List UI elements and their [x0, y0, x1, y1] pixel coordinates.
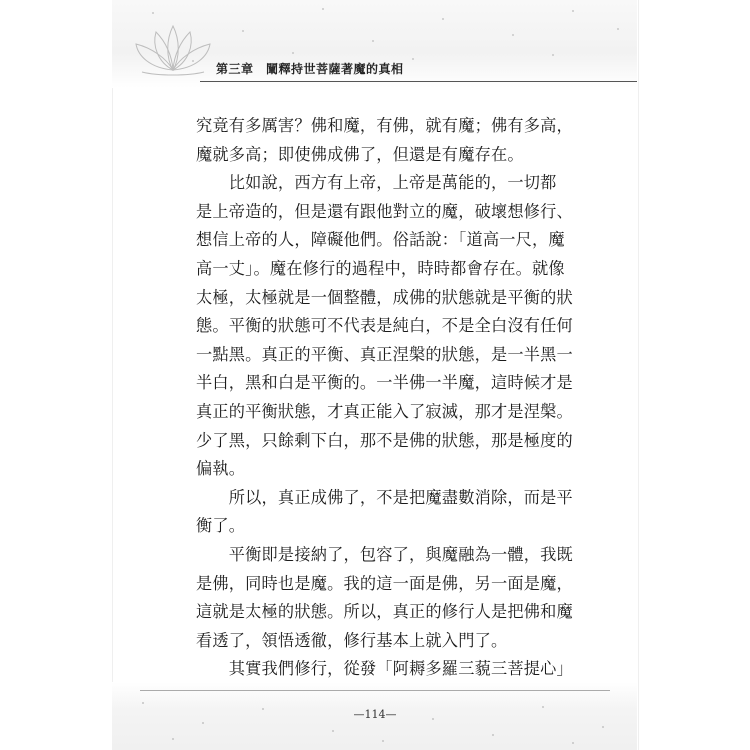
footer-rule — [140, 690, 610, 691]
text-line: 一點黑。真正的平衡、真正涅槃的狀態，是一半黑一 — [196, 344, 573, 364]
text-line: 態。平衡的狀態可不代表是純白，不是全白沒有任何 — [196, 316, 573, 336]
text-line: 衡了。 — [196, 516, 246, 536]
text-line: 半白，黑和白是平衡的。一半佛一半魔，這時候才是 — [196, 373, 573, 393]
text-line: 想信上帝的人，障礙他們。俗話說：「道高一尺，魔 — [196, 230, 565, 250]
text-line: 所以，真正成佛了，不是把魔盡數消除，而是平 — [196, 487, 573, 507]
text-line: 真正的平衡狀態，才真正能入了寂滅，那才是涅槃。 — [196, 401, 573, 421]
chapter-title: 第三章 闡釋持世菩薩著魔的真相 — [216, 62, 404, 76]
text-line: 究竟有多厲害？佛和魔，有佛，就有魔；佛有多高， — [196, 116, 573, 135]
text-line: 魔就多高；即使佛成佛了，但還是有魔存在。 — [196, 144, 524, 164]
text-line: 這就是太極的狀態。所以，真正的修行人是把佛和魔 — [196, 602, 573, 622]
text-line: 比如說，西方有上帝，上帝是萬能的，一切都 — [196, 173, 557, 193]
text-line: 偏執。 — [196, 459, 246, 479]
page-number: —114— — [353, 708, 397, 721]
text-line: 是上帝造的，但是還有跟他對立的魔，破壞想修行、 — [196, 201, 573, 221]
text-line: 少了黑，只餘剩下白，那不是佛的狀態，那是極度的 — [196, 430, 573, 450]
text-line: 是佛，同時也是魔。我的這一面是佛，另一面是魔， — [196, 573, 573, 593]
body-text — [196, 112, 576, 712]
text-line: 平衡即是接納了，包容了，與魔融為一體，我既 — [196, 544, 573, 564]
text-line: 高一丈」。魔在修行的過程中，時時都會存在。就像 — [196, 258, 565, 278]
header-rule — [200, 81, 637, 82]
lotus-icon — [128, 18, 218, 78]
text-line: 看透了，領悟透徹，修行基本上就入門了。 — [196, 630, 508, 650]
text-line: 太極，太極就是一個整體，成佛的狀態就是平衡的狀 — [196, 287, 573, 307]
text-line: 其實我們修行，從發「阿耨多羅三藐三菩提心」 — [196, 659, 573, 679]
